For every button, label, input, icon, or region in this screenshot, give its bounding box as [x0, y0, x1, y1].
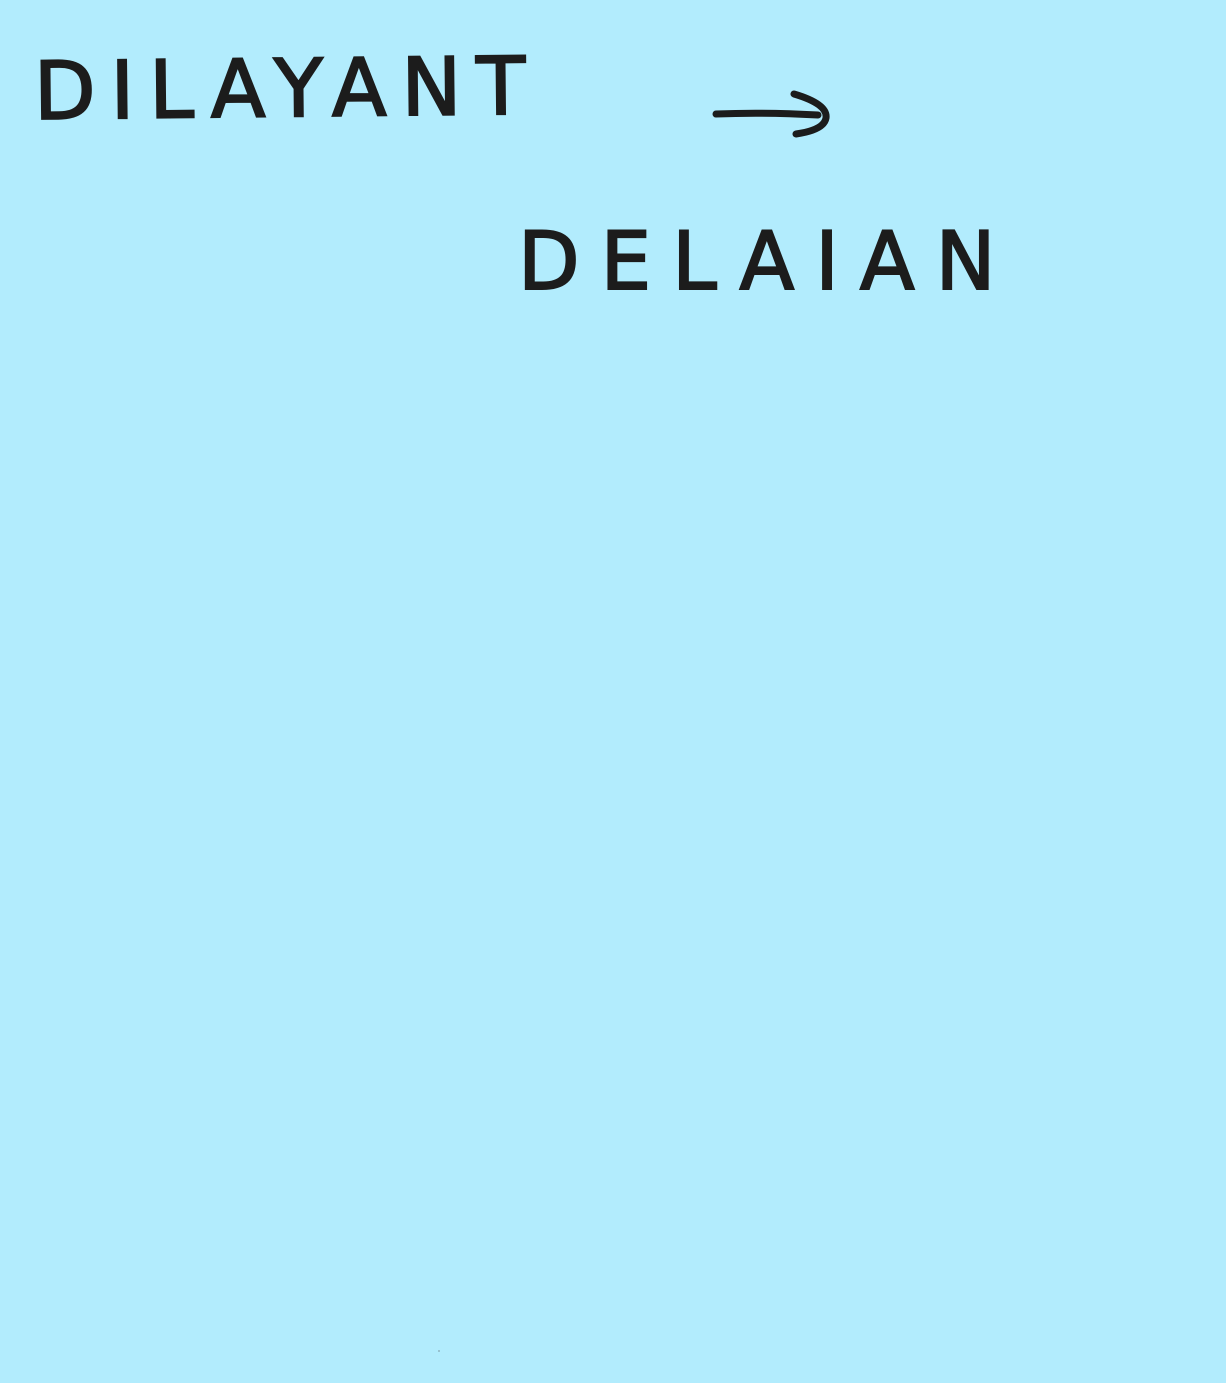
- arrow-right-icon: [712, 88, 834, 142]
- handwritten-word-delaian: DELAIAN: [518, 215, 1017, 308]
- handwritten-word-dilayant: DILAYANT: [33, 39, 541, 138]
- paper-speck: [438, 1350, 440, 1352]
